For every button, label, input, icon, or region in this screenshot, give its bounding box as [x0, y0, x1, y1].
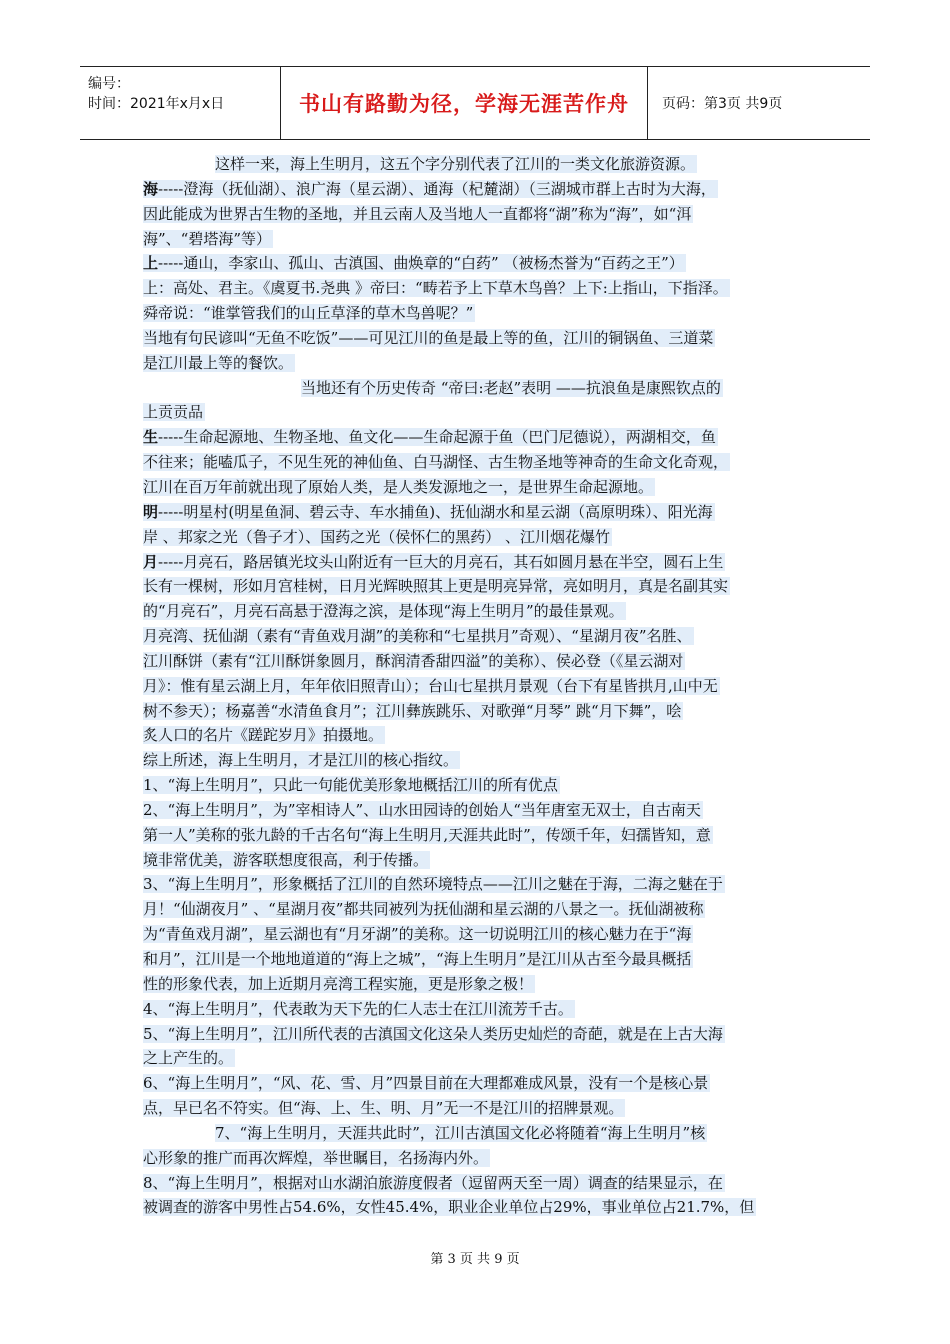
line-content: -----通山，李家山、孤山、古滇国、曲焕章的“白药” （被杨杰誉为“百药之王”） [158, 254, 684, 273]
text-line [143, 1046, 811, 1071]
date-label: 时间：2021年x月x日 [88, 96, 225, 112]
number-label: 编号： [88, 76, 130, 92]
line-content: 不往来；能嗑瓜子，不见生死的神仙鱼、白马湖怪、古生物圣地等神奇的生命文化奇观， [143, 453, 729, 472]
line-content: 这样一来，海上生明月，这五个字分别代表了江川的一类文化旅游资源。 [215, 155, 696, 173]
text-line [143, 1096, 811, 1121]
text-line [143, 997, 811, 1022]
line-text [143, 1149, 490, 1167]
line-content: 境非常优美，游客联想度很高，利于传播。 [143, 850, 429, 869]
line-content: 第一人”美称的张九龄的千古名句“海上生明月,天涯共此时”，传颂千年，妇孺皆知，意 [143, 825, 711, 844]
text-line [143, 922, 811, 947]
line-content: 被调查的游客中男性占54.6%，女性45.4%，职业企业单位占29%，事业单位占21.7%，但 [143, 1198, 755, 1217]
section-keyword: 海 [143, 179, 159, 198]
text-line [143, 177, 811, 202]
text-line [143, 475, 811, 500]
line-content: 月！“仙湖夜月” 、“星湖月夜”都共同被列为抚仙湖和星云湖的八景之一。抚仙湖被称 [143, 900, 704, 919]
line-text [143, 329, 715, 347]
text-line [143, 872, 811, 897]
page-label: 页码：第3页 共9页 [662, 96, 783, 112]
text-line [143, 823, 811, 848]
line-content: 炙人口的名片《蹉跎岁月》拍摄地。 [143, 726, 384, 745]
line-content: 6、“海上生明月”，“风、花、雪、月”四景目前在大理都难成风景，没有一个是核心景 [143, 1074, 709, 1093]
line-text [143, 528, 612, 546]
line-content: 心形象的推广而再次辉煌，举世瞩目，名扬海内外。 [143, 1148, 489, 1167]
header-motto [281, 67, 648, 139]
line-content: -----月亮石，路居镇光坟头山附近有一巨大的月亮石，其石如圆月悬在半空，圆石上生 [158, 552, 724, 571]
line-content: 因此能成为世界古生物的圣地，并且云南人及当地人一直都将“湖”称为“海”，如“洱 [143, 204, 692, 223]
footer-page-number: 第 3 页 共 9 页 [430, 1252, 520, 1267]
line-content: 7、“海上生明月，天涯共此时”，江川古滇国文化必将随着“海上生明月”核 [215, 1123, 706, 1142]
text-line [143, 699, 811, 724]
text-line [143, 400, 811, 425]
text-line [143, 649, 811, 674]
line-text [143, 975, 535, 993]
text-line [143, 624, 811, 649]
line-text [143, 1000, 575, 1018]
line-text [143, 279, 730, 297]
line-content: 江川酥饼（素有“江川酥饼象圆月，酥润清香甜四溢”的美称）、侯必登（《星云湖对 [143, 651, 684, 670]
text-line [143, 525, 811, 550]
line-content: 当地还有个历史传奇 “帝曰:老赵”表明 ——抗浪鱼是康熙钦点的 [301, 378, 721, 397]
line-text [215, 155, 697, 173]
section-keyword: 明 [143, 502, 159, 521]
line-text [143, 776, 560, 794]
text-line [143, 450, 811, 475]
line-text [143, 553, 725, 571]
text-line [143, 1171, 811, 1196]
line-content: 和月”，江川是一个地地道道的“海上之城”，“海上生明月”是江川从古至今最具概括 [143, 950, 692, 968]
text-line [143, 947, 811, 972]
line-text [143, 826, 713, 844]
line-content: 海”、“碧塔海”等） [143, 229, 272, 248]
text-line [143, 972, 811, 997]
line-content: 2、“海上生明月”，为”宰相诗人”、山水田园诗的创始人“当年唐室无双士，自古南天 [143, 800, 701, 819]
line-text [143, 205, 693, 223]
line-content: 之上产生的。 [143, 1049, 234, 1068]
line-text [215, 1124, 707, 1142]
line-text [143, 1074, 710, 1092]
text-line [143, 599, 811, 624]
text-line [143, 152, 811, 177]
line-content: -----明星村(明星鱼洞、碧云寺、车水捕鱼)、抚仙湖水和星云湖（高原明珠）、阳光海 [158, 502, 713, 521]
line-content: 月亮湾、抚仙湖（素有“青鱼戏月湖”的美称和“七星拱月”奇观）、“星湖月夜”名胜、 [143, 627, 692, 646]
text-line [143, 227, 811, 252]
line-content: 1、“海上生明月”，只此一句能优美形象地概括江川的所有优点 [143, 776, 558, 795]
line-content: 8、“海上生明月”，根据对山水湖泊旅游度假者（逗留两天至一周）调查的结果显示，在 [143, 1173, 723, 1192]
text-line [143, 798, 811, 823]
header-page [648, 67, 870, 139]
text-line [143, 500, 811, 525]
line-content: 月》：惟有星云湖上月，年年依旧照青山）；台山七星拱月景观（台下有星皆拱月,山中无 [143, 676, 718, 695]
line-content: 舜帝说：“谁掌管我们的山丘草泽的草木鸟兽呢？” [143, 304, 474, 323]
line-text [143, 304, 475, 322]
line-text [143, 180, 718, 198]
text-line [143, 773, 811, 798]
line-content: 综上所述，海上生明月，才是江川的核心指纹。 [143, 751, 459, 770]
page-footer [0, 1248, 950, 1267]
text-line [143, 1146, 811, 1171]
line-text [143, 801, 703, 819]
text-line [143, 550, 811, 575]
line-content: 长有一棵树，形如月宫桂树，日月光辉映照其上更是明亮异常，亮如明月，真是名副其实 [143, 577, 729, 596]
line-text [143, 354, 295, 372]
line-text [143, 900, 705, 918]
line-text [143, 1099, 625, 1117]
text-line [143, 848, 811, 873]
line-text [143, 875, 725, 893]
header-meta [80, 67, 281, 139]
line-text [143, 428, 718, 446]
section-keyword: 生 [143, 428, 159, 447]
line-content: 5、“海上生明月”，江川所代表的古滇国文化这朵人类历史灿烂的奇葩，就是在上古大海 [143, 1024, 723, 1043]
line-text [143, 925, 693, 943]
line-text [143, 1025, 725, 1043]
line-text [143, 702, 683, 720]
line-text [143, 254, 686, 272]
line-content: 上：高处、君主。《虞夏书.尧典 》帝曰：“畴若予上下草木鸟兽？上下:上指山，下指泽。 [143, 279, 728, 298]
text-line [143, 351, 811, 376]
line-text [143, 478, 655, 496]
line-text [143, 677, 720, 695]
line-text [143, 1049, 235, 1067]
line-text [143, 1174, 725, 1192]
line-text [143, 577, 730, 595]
line-text [301, 379, 723, 397]
line-text [143, 1198, 756, 1216]
text-line [143, 1195, 811, 1220]
line-content: 江川在百万年前就出现了原始人类，是人类发源地之一，是世界生命起源地。 [143, 477, 654, 496]
text-line [143, 574, 811, 599]
line-text [143, 602, 626, 620]
text-line [143, 748, 811, 773]
line-text [143, 503, 715, 521]
line-content: 4、“海上生明月”，代表敢为天下先的仁人志士在江川流芳千古。 [143, 999, 573, 1018]
text-line [143, 251, 811, 276]
motto-text: 书山有路勤为径，学海无涯苦作舟 [299, 92, 629, 116]
text-line [143, 326, 811, 351]
text-line [143, 1121, 811, 1146]
line-content: -----生命起源地、生物圣地、鱼文化——生命起源于鱼（巴门尼德说），两湖相交，鱼 [158, 428, 716, 447]
line-text [143, 726, 385, 744]
line-text [143, 950, 693, 968]
page-header [80, 66, 870, 140]
document-body [143, 152, 811, 1220]
line-content: 的“月亮石”，月亮石高悬于澄海之滨，是体现“海上生明月”的最佳景观。 [143, 602, 624, 621]
line-content: 岸 、邦家之光（鲁子才）、国药之光（侯怀仁的黑药） 、江川烟花爆竹 [143, 527, 611, 546]
line-content: 树不参天）；杨嘉善“水清鱼食月”；江川彝族跳乐、对歌弹“月琴” 跳“月下舞”，哙 [143, 701, 682, 720]
text-line [143, 897, 811, 922]
line-text [143, 751, 460, 769]
section-keyword: 月 [143, 552, 159, 571]
line-content: 3、“海上生明月”，形象概括了江川的自然环境特点——江川之魅在于海，二海之魅在于 [143, 875, 723, 894]
line-text [143, 403, 205, 421]
line-text [143, 230, 273, 248]
line-content: 为“青鱼戏月湖”，星云湖也有“月牙湖”的美称。这一切说明江川的核心魅力在于“海 [143, 925, 692, 944]
text-line [143, 425, 811, 450]
text-line [143, 723, 811, 748]
text-line [143, 674, 811, 699]
line-text [143, 627, 694, 645]
line-text [143, 453, 730, 471]
section-keyword: 上 [143, 254, 159, 273]
text-line [143, 276, 811, 301]
line-content: 是江川最上等的餐饮。 [143, 353, 294, 372]
line-content: -----澄海（抚仙湖）、浪广海（星云湖）、通海（杞麓湖）（三湖城市群上古时为大海， [158, 179, 716, 198]
text-line [143, 202, 811, 227]
line-content: 点，早已名不符实。但“海、上、生、明、月”无一不是江川的招牌景观。 [143, 1099, 624, 1118]
text-line [143, 301, 811, 326]
text-line [143, 1022, 811, 1047]
text-line [143, 376, 811, 401]
line-content: 上贡贡品 [143, 403, 204, 422]
line-text [143, 652, 685, 670]
text-line [143, 1071, 811, 1096]
line-text [143, 851, 430, 869]
line-content: 性的形象代表，加上近期月亮湾工程实施，更是形象之极！ [143, 974, 534, 993]
line-content: 当地有句民谚叫“无鱼不吃饭”——可见江川的鱼是最上等的鱼，江川的铜锅鱼、三道菜 [143, 328, 714, 347]
